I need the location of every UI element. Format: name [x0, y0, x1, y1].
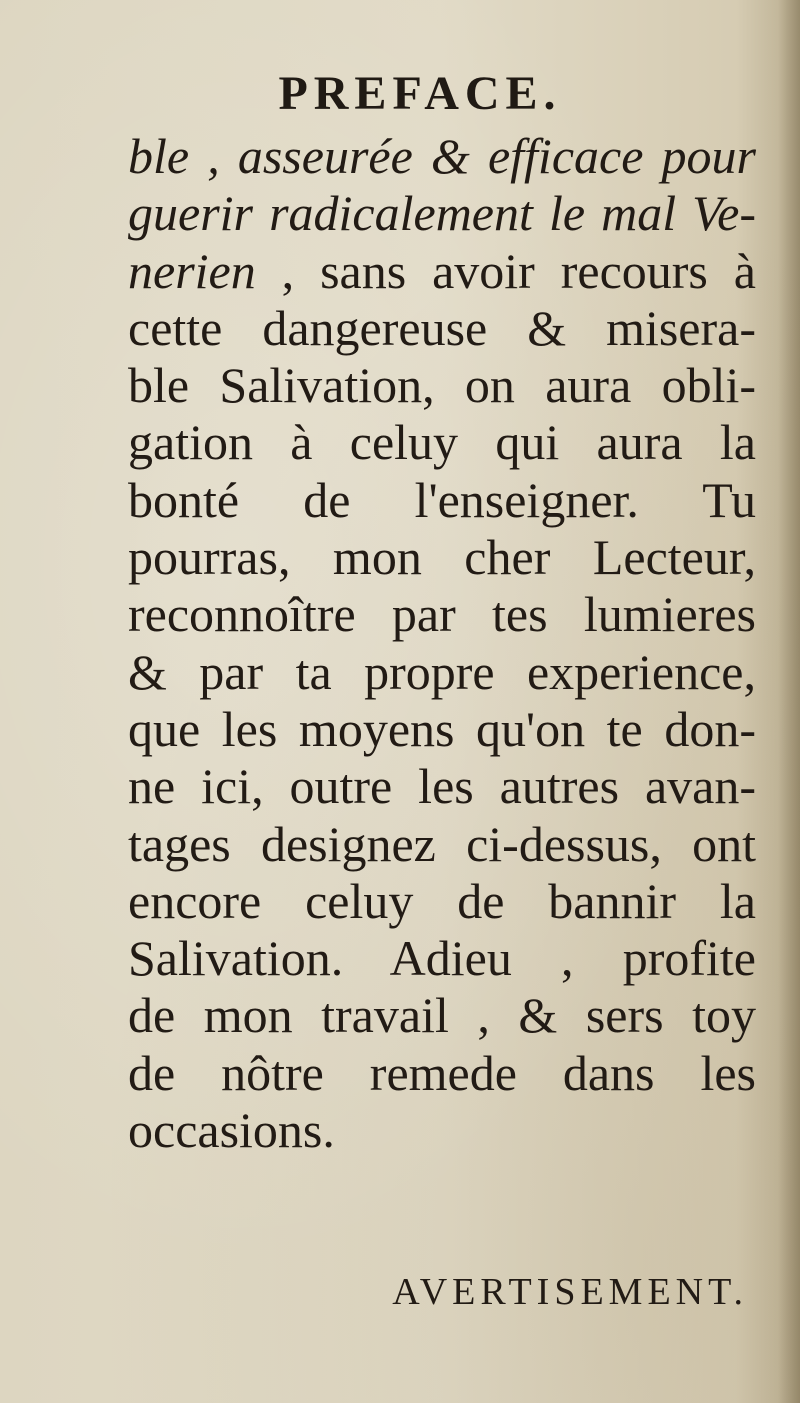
text-line-18: occasions.: [128, 1102, 335, 1159]
text-line-1: ble , asseurée & efficace pour: [128, 128, 756, 184]
text-line-2: guerir radicalement le mal Ve-: [128, 185, 756, 242]
page-gutter-shadow: [778, 0, 800, 1403]
text-line-6: gation à celuy qui aura la: [128, 414, 756, 471]
text-line-3: [128, 243, 756, 300]
text-line-10: & par ta propre experience,: [128, 643, 756, 700]
text-line-7: bonté de l'enseigner. Tu: [128, 471, 756, 528]
text-line-3-rest: , sans avoir recours à: [255, 242, 756, 299]
text-line-4: cette dangereuse & misera-: [128, 299, 756, 356]
text-line-8: pourras, mon cher Lecteur,: [128, 529, 756, 586]
text-line-11: que les moyens qu'on te don-: [128, 700, 756, 757]
text-line-3-italic: nerien: [128, 242, 256, 299]
text-line-12: ne ici, outre les autres avan-: [128, 758, 756, 815]
text-line-16: de mon travail , & sers toy: [128, 987, 756, 1044]
text-line-9: reconnoître par tes lumieres: [128, 586, 756, 643]
text-line-14: encore celuy de bannir la: [128, 872, 756, 929]
running-head: PREFACE.: [278, 67, 562, 120]
text-line-13: tages designez ci-dessus, ont: [128, 815, 756, 872]
text-line-17: de nôtre remede dans les: [128, 1044, 756, 1101]
body-text: [128, 128, 756, 1159]
catchword: AVERTISEMENT.: [392, 1271, 748, 1313]
text-line-5: ble Salivation, on aura obli-: [128, 357, 756, 414]
text-line-15: Salivation. Adieu , profite: [128, 930, 756, 987]
